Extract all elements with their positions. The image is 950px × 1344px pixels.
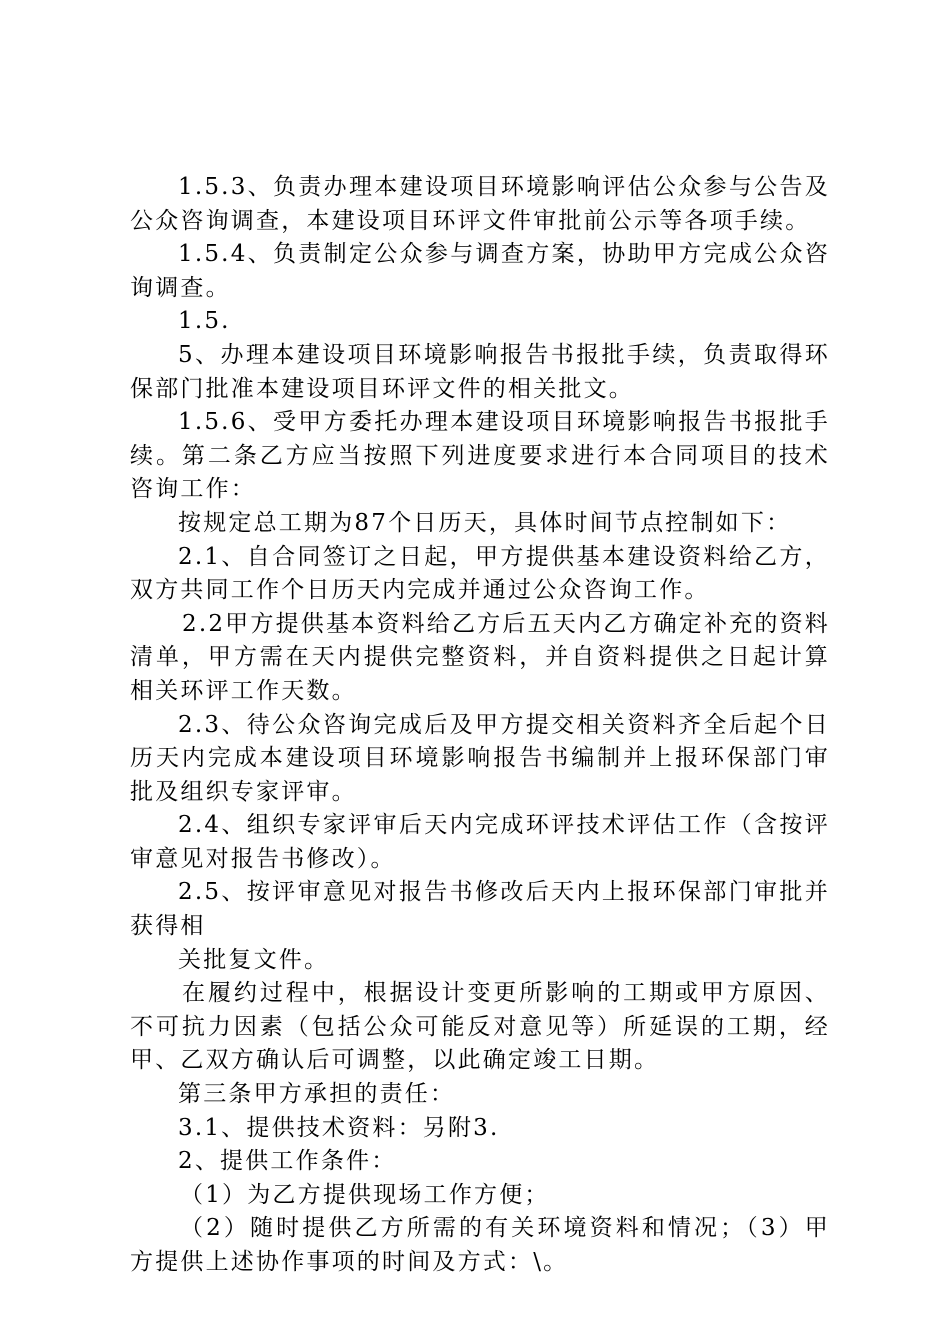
paragraph-item-1: （1）为乙方提供现场工作方便； bbox=[180, 1181, 550, 1208]
paragraph-2-4: 2.4、组织专家评审后天内完成环评技术评估工作（含按评审意见对报告书修改）。 bbox=[130, 812, 830, 872]
paragraph-1-5-3: 1.5.3、负责办理本建设项目环境影响评估公众参与公告及公众咨询调查，本建设项目环评文件审批前公示等各项手续。 bbox=[130, 174, 830, 234]
paragraph-adjustment: 在履约过程中，根据设计变更所影响的工期或甲方原因、不可抗力因素（包括公众可能反对意见等）所延误的工期，经甲、乙双方确认后可调整，以此确定竣工日期。 bbox=[130, 980, 830, 1074]
paragraph-2-3: 2.3、待公众咨询完成后及甲方提交相关资料齐全后起个日历天内完成本建设项目环境影响报告书编制并上报环保部门审批及组织专家评审。 bbox=[130, 711, 830, 805]
paragraph-2-2: 2.2甲方提供基本资料给乙方后五天内乙方确定补充的资料清单，甲方需在天内提供完整资料，并自资料提供之日起计算相关环评工作天数。 bbox=[130, 610, 830, 704]
paragraph-item-2-3: （2）随时提供乙方所需的有关环境资料和情况；（3）甲方提供上述协作事项的时间及方式：\。 bbox=[130, 1215, 830, 1275]
paragraph-1-5-4: 1.5.4、负责制定公众参与调查方案，协助甲方完成公众咨询调查。 bbox=[130, 241, 830, 301]
paragraph-2-5: 2.5、按评审意见对报告书修改后天内上报环保部门审批并获得相 bbox=[130, 879, 830, 940]
paragraph-2-1: 2.1、自合同签订之日起，甲方提供基本建设资料给乙方，双方共同工作个日历天内完成并通过公众咨询工作。 bbox=[130, 543, 830, 604]
paragraph-article-3-heading: 第三条甲方承担的责任： bbox=[178, 1081, 456, 1108]
paragraph-1-5-fragment: 1.5. bbox=[178, 308, 231, 335]
paragraph-3-2: 2、提供工作条件： bbox=[178, 1148, 397, 1175]
paragraph-schedule-total: 按规定总工期为87个日历天，具体时间节点控制如下： bbox=[178, 509, 792, 536]
paragraph-1-5-6: 1.5.6、受甲方委托办理本建设项目环境影响报告书报批手续。第二条乙方应当按照下列进度要求进行本合同项目的技术咨询工作： bbox=[130, 409, 830, 503]
paragraph-2-5-continued: 关批复文件。 bbox=[178, 946, 330, 973]
document-body bbox=[130, 171, 830, 1280]
paragraph-3-1: 3.1、提供技术资料：另附3. bbox=[178, 1114, 500, 1141]
paragraph-1-5-5: 5、办理本建设项目环境影响报告书报批手续，负责取得环保部门批准本建设项目环评文件的相关批文。 bbox=[130, 341, 830, 402]
